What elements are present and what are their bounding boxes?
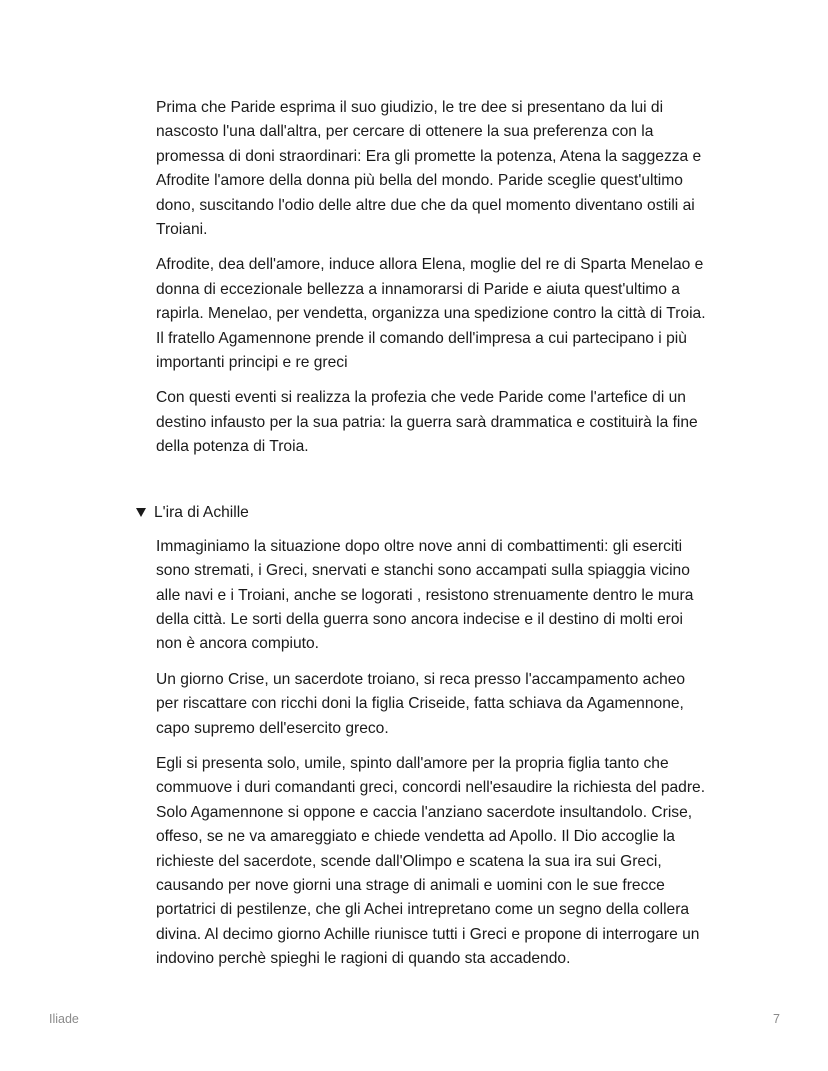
paragraph: Afrodite, dea dell'amore, induce allora Elena, moglie del re di Sparta Menelao e donna di eccezionale bellezza a innamorarsi di Paride e aiuta quest'ultimo a rapirla. Menelao, per vendetta, organizza una spedizione contro la città di Troia. Il fratello Agamennone prende il comando dell'impresa a cui partecipano i più importanti principi e re greci <box>156 256 706 372</box>
page-footer <box>0 1010 828 1030</box>
triangle-down-icon[interactable] <box>136 508 146 517</box>
page-number: 7 <box>773 1012 780 1026</box>
toggle-heading[interactable] <box>136 501 746 525</box>
footer-title: Iliade <box>49 1012 79 1026</box>
section-spacer <box>156 471 746 501</box>
toggle-content <box>156 535 746 972</box>
toggle-title[interactable]: L'ira di Achille <box>154 503 249 521</box>
paragraph: Immaginiamo la situazione dopo oltre nove anni di combattimenti: gli eserciti sono stremati, i Greci, snervati e stanchi sono accampati sulla spiaggia vicino alle navi e i Troiani, anche se logorati , resistono strenuamente dentro le mura della città. Le sorti della guerra sono ancora indecise e il destino di molti eroi non è ancora compiuto. <box>156 537 694 653</box>
paragraph: Un giorno Crise, un sacerdote troiano, si reca presso l'accampamento acheo per riscattare con ricchi doni la figlia Criseide, fatta schiava da Agamennone, capo supremo dell'esercito greco. <box>156 670 686 737</box>
paragraph: Prima che Paride esprima il suo giudizio, le tre dee si presentano da lui di nascosto l'una dall'altra, per cercare di ottenere la sua preferenza con la promessa di doni straordinari: Era gli promette la potenza, Atena la saggezza e Afrodite l'amore della donna più bella del mondo. Paride sceglie quest'ultimo dono, suscitando l'odio delle altre due che da quel momento diventano ostili ai Troiani. <box>156 99 702 239</box>
paragraph: Con questi eventi si realizza la profezia che vede Paride come l'artefice di un destino infausto per la sua patria: la guerra sarà drammatica e costituirà la fine della potenza di Troia. <box>156 389 698 456</box>
paragraph: Egli si presenta solo, umile, spinto dall'amore per la propria figlia tanto che commuove i duri comandanti greci, concordi nell'esaudire la richiesta del padre. Solo Agamennone si oppone e caccia l'anziano sacerdote insultandolo. Crise, offeso, se ne va amareggiato e chiede vendetta ad Apollo. Il Dio accoglie la richieste del sacerdote, scende dall'Olimpo e scatena la sua ira sui Greci, causando per nove giorni una strage di animali e uomini con le sue frecce portatrici di pestilenze, che gli Achei intrepretano come un segno della collera divina. Al decimo giorno Achille riunisce tutti i Greci e propone di interrogare un indovino perchè spieghi le ragioni di quando sta accadendo. <box>156 754 706 968</box>
page-content <box>156 96 746 983</box>
